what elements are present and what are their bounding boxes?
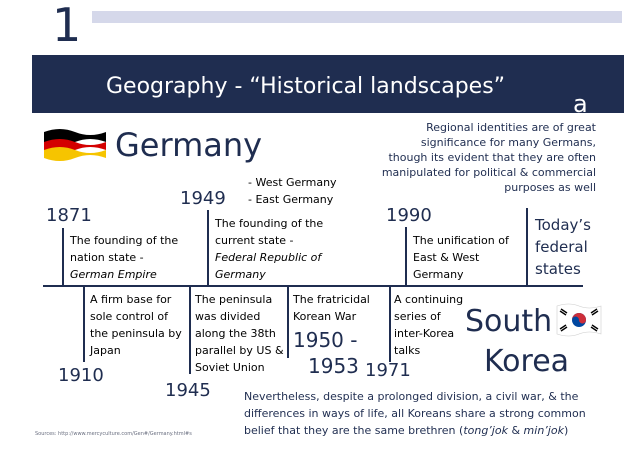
korea-unity-text: Nevertheless, despite a prolonged division, a civil war, & the differences in ways of life, all Koreans share a strong common belief that they are the same brethren ( — [244, 390, 586, 437]
event-1949-italic: Federal Republic of Germany — [215, 251, 322, 281]
timeline-marker-1945 — [189, 286, 191, 374]
year-1910: 1910 — [58, 365, 104, 386]
germany-heading: Germany — [115, 126, 263, 164]
section-letter: a — [573, 90, 588, 118]
year-1950: 1950 - — [293, 328, 358, 352]
event-1971: A continuing series of inter-Korea talks — [394, 293, 464, 357]
south-korea-heading-line2: Korea — [484, 344, 570, 379]
germany-flag-icon — [40, 124, 110, 162]
timeline-axis — [43, 285, 583, 287]
korea-unity-note — [244, 388, 604, 439]
year-1953: 1953 — [308, 354, 359, 378]
event-1871 — [70, 232, 180, 283]
year-1949: 1949 — [180, 188, 226, 209]
event-1945: The peninsula was divided along the 38th parallel by US & Soviet Union — [195, 293, 284, 374]
event-1990: The unification of East & West Germany — [413, 234, 509, 281]
term-separator: & — [507, 424, 524, 437]
year-1971: 1971 — [365, 360, 411, 381]
event-1949-text: The founding of the current state - — [215, 217, 324, 247]
slide-number: 1 — [52, 0, 82, 52]
event-today: Today’s federal states — [535, 216, 591, 278]
sources-note: Sources: http://www.mercyculture.com/Gen#/Germany.html#s — [35, 431, 192, 437]
event-1910: A firm base for sole control of the peninsula by Japan — [90, 293, 182, 357]
year-1990: 1990 — [386, 205, 432, 226]
west-germany-label: - West Germany — [248, 176, 337, 189]
term-tongjok: tong’jok — [463, 424, 508, 437]
term-close: ) — [563, 424, 569, 437]
timeline-marker-1871 — [62, 228, 64, 286]
slide-title: Geography - “Historical landscapes” — [106, 74, 506, 99]
regional-identity-note: Regional identities are of great significance for many Germans, though its evident that they are often manipulated for political & commercial purposes as well — [381, 121, 596, 194]
year-1871: 1871 — [46, 205, 92, 226]
south-korea-heading-line1: South — [465, 304, 553, 339]
east-germany-label: - East Germany — [248, 193, 334, 206]
event-1949 — [215, 215, 335, 283]
south-korea-flag-icon — [555, 302, 603, 338]
event-1950: The fratricidal Korean War — [293, 293, 370, 323]
timeline-marker-1990 — [405, 227, 407, 286]
event-1871-italic: German Empire — [70, 268, 157, 281]
timeline-marker-today — [526, 208, 528, 286]
event-1871-text: The founding of the nation state - — [70, 234, 179, 264]
timeline-marker-1971 — [389, 286, 391, 362]
timeline-marker-1949 — [207, 210, 209, 286]
header-accent-bar — [92, 11, 622, 23]
germany-split-note — [248, 174, 358, 208]
timeline-marker-1910 — [83, 286, 85, 362]
term-minjok: min’jok — [523, 424, 564, 437]
year-1945: 1945 — [165, 380, 211, 401]
